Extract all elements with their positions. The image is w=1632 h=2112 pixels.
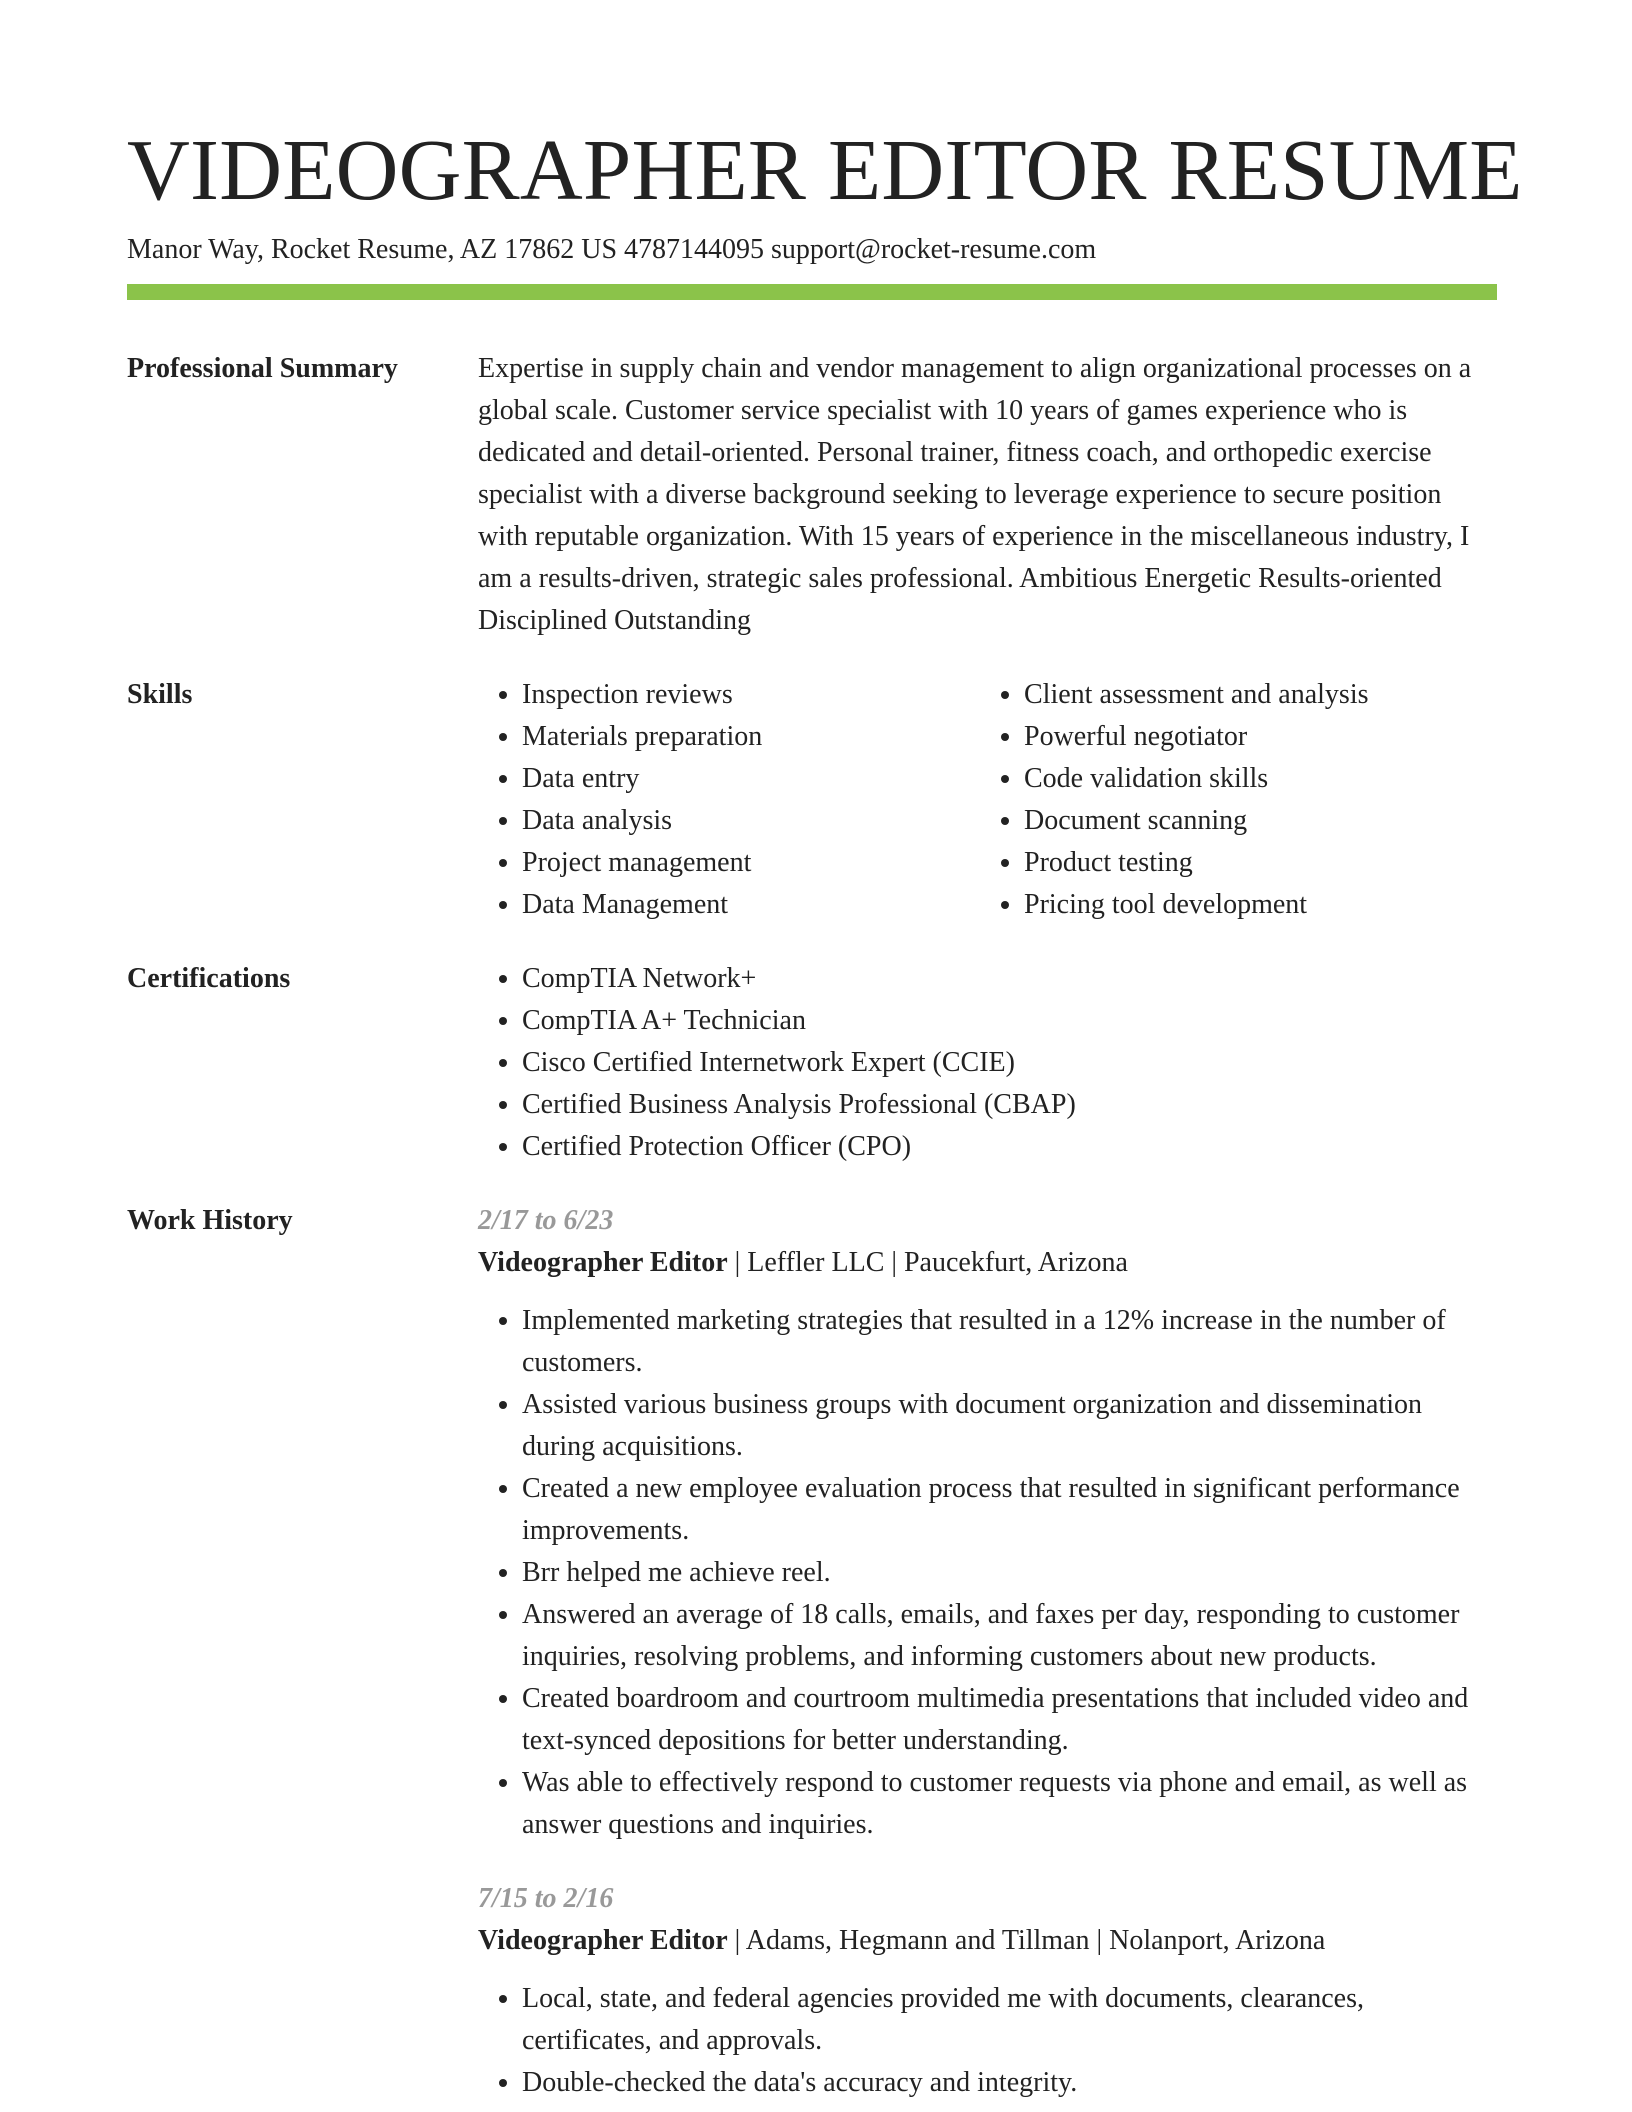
skill-item: • Materials preparation [522,716,980,758]
section-certifications [127,958,1497,1168]
section-label-work-history: Work History [127,1205,293,1236]
skill-item: • Document scanning [1024,800,1482,842]
skill-item: • Pricing tool development [1024,884,1482,926]
job-bullet: • Brr helped me achieve reel. [522,1552,1497,1594]
resume-content [127,348,1497,2112]
job-details: | Leffler LLC | Paucekfurt, Arizona [727,1247,1128,1278]
section-skills [127,674,1497,926]
section-label-summary: Professional Summary [127,353,398,384]
section-label-certifications: Certifications [127,963,291,994]
job-entry [478,1200,1497,1846]
contact-line: Manor Way, Rocket Resume, AZ 17862 US 4787144095 support@rocket-resume.com [127,234,1097,265]
job-heading [478,1242,1497,1284]
skill-item: • Project management [522,842,980,884]
job-bullet: • Created boardroom and courtroom multimedia presentations that included video and text-synced depositions for better understanding. [522,1678,1497,1762]
skill-item: • Data analysis [522,800,980,842]
job-dates: 7/15 to 2/16 [478,1883,614,1914]
skills-list-right [980,674,1482,926]
job-bullets [478,1978,1497,2104]
skill-item: • Data Management [522,884,980,926]
skill-item: • Data entry [522,758,980,800]
job-bullet: • Was able to effectively respond to customer requests via phone and email, as well as answer questions and inquiries. [522,1762,1497,1846]
job-bullet: • Local, state, and federal agencies provided me with documents, clearances, certificates, and approvals. [522,1978,1497,2062]
certification-item: • Certified Protection Officer (CPO) [522,1126,1497,1168]
job-bullet: • Answered an average of 18 calls, emails, and faxes per day, responding to customer inquiries, resolving problems, and informing customers about new products. [522,1594,1497,1678]
skills-grid [478,674,1497,926]
job-title: Videographer Editor [478,1925,728,1956]
certification-item: • Cisco Certified Internetwork Expert (CCIE) [522,1042,1497,1084]
job-details: | Adams, Hegmann and Tillman | Nolanport, Arizona [727,1925,1326,1956]
section-label-skills: Skills [127,679,193,710]
job-heading [478,1920,1497,1962]
certification-item: • CompTIA Network+ [522,958,1497,1000]
accent-divider [127,284,1497,300]
job-bullet: • Double-checked the data's accuracy and integrity. [522,2062,1497,2104]
skill-item: • Product testing [1024,842,1482,884]
job-bullet: • Implemented marketing strategies that resulted in a 12% increase in the number of customers. [522,1300,1497,1384]
skills-list-left [478,674,980,926]
skill-item: • Code validation skills [1024,758,1482,800]
job-title: Videographer Editor [478,1247,728,1278]
resume-title: VIDEOGRAPHER EDITOR RESUME [127,121,1523,218]
skill-item: • Powerful negotiator [1024,716,1482,758]
summary-text: Expertise in supply chain and vendor management to align organizational processes on a global scale. Customer service specialist with 10 years of games experience who is dedicated and detail-oriented. Personal trainer, fitness coach, and orthopedic exercise specialist with a diverse background seeking to leverage experience to secure position with reputable organization. With 15 years of experience in the miscellaneous industry, I am a results-driven, strategic sales professional. Ambitious Energetic Results-oriented Disciplined Outstanding [478,353,1472,636]
job-entry [478,1878,1497,2104]
section-work-history [127,1200,1497,2112]
certification-item: • CompTIA A+ Technician [522,1000,1497,1042]
certifications-list [478,958,1497,1168]
section-professional-summary [127,348,1497,642]
job-dates: 2/17 to 6/23 [478,1205,614,1236]
job-bullet: • Assisted various business groups with document organization and dissemination during acquisitions. [522,1384,1497,1468]
job-bullets [478,1300,1497,1846]
job-bullet: • Created a new employee evaluation process that resulted in significant performance improvements. [522,1468,1497,1552]
skill-item: • Inspection reviews [522,674,980,716]
skill-item: • Client assessment and analysis [1024,674,1482,716]
certification-item: • Certified Business Analysis Professional (CBAP) [522,1084,1497,1126]
